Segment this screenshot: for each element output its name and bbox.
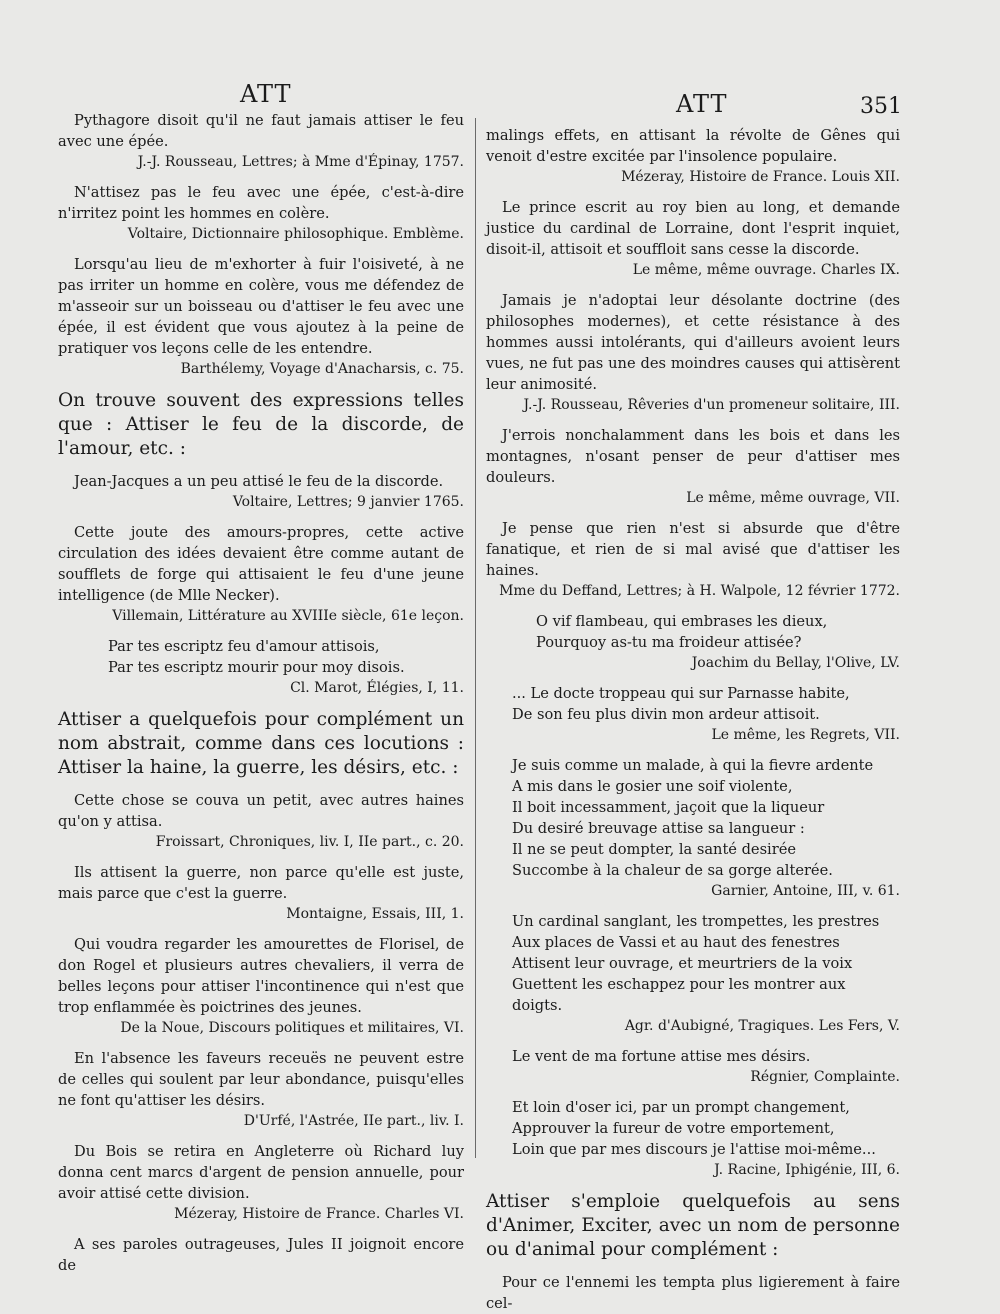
quotation: Lorsqu'au lieu de m'exhorter à fuir l'oisiveté, à ne pas irriter un homme en colère, vous me défendez de m'asseoir sur un boisseau ou d'attiser le feu avec une épée, il est évident que vous ajoutez à la peine de pratiquer vos leçons celle de les entendre. [58,256,464,357]
citation-source: Montaigne, Essais, III, 1. [286,906,464,922]
usage-heading: On trouve souvent des expressions telles que : Attiser le feu de la discorde, de l'amour, etc. : [58,390,464,459]
citation-source: Voltaire, Dictionnaire philosophique. Emblème. [127,226,464,242]
citation-source: Le même, les Regrets, VII. [711,727,900,743]
quotation: J'errois nonchalamment dans les bois et dans les montagnes, n'osant penser de peur d'attiser mes douleurs. [486,427,900,486]
citation-source: Voltaire, Lettres; 9 janvier 1765. [232,494,464,510]
verse-line: Succombe à la chaleur de sa gorge alterée. [512,862,833,879]
quotation: Qui voudra regarder les amourettes de Florisel, de don Rogel et plusieurs autres chevaliers, il verra de belles leçons pour attiser l'incontinence qui n'est que trop enflammée ès poictrines des jeunes. [58,936,464,1016]
quotation: A ses paroles outrageuses, Jules II joignoit encore de [58,1236,464,1274]
quotation: Cette chose se couva un petit, avec autres haines qu'on y attisa. [58,792,464,830]
quotation-continued: malings effets, en attisant la révolte de Gênes qui venoit d'estre excitée par l'insolence populaire. [486,127,900,165]
citation-source: Le même, même ouvrage, VII. [686,490,900,506]
usage-heading: Attiser a quelquefois pour complément un nom abstrait, comme dans ces locutions : Attiser la haine, la guerre, les désirs, etc. : [58,709,464,778]
left-running-head: ATT [240,80,292,108]
citation-source: Agr. d'Aubigné, Tragiques. Les Fers, V. [624,1018,900,1034]
verse-line: Attisent leur ouvrage, et meurtriers de la voix [512,955,853,972]
verse-block [486,683,900,725]
citation-source: D'Urfé, l'Astrée, IIe part., liv. I. [243,1113,464,1129]
citation-source: Cl. Marot, Élégies, I, 11. [290,680,464,696]
citation-source: Mme du Deffand, Lettres; à H. Walpole, 12 février 1772. [499,583,900,599]
citation-source: Mézeray, Histoire de France. Charles VI. [174,1206,464,1222]
citation-source: Régnier, Complainte. [750,1069,900,1085]
citation-source: Joachim du Bellay, l'Olive, LV. [691,655,900,671]
verse-line: Loin que par mes discours je l'attise moi-même... [512,1141,876,1158]
quotation: Jamais je n'adoptai leur désolante doctrine (des philosophes modernes), et cette résistance à des hommes aussi intolérants, qui d'ailleurs avoient leurs vues, ne fut pas une des moindres causes qui attisèrent leur animosité. [486,292,900,393]
verse-line: O vif flambeau, qui embrases les dieux, [536,613,828,630]
verse-line: Un cardinal sanglant, les trompettes, les prestres [512,913,880,930]
column-divider [475,118,476,1158]
citation-source: Barthélemy, Voyage d'Anacharsis, c. 75. [180,361,464,377]
quotation: Je pense que rien n'est si absurde que d'être fanatique, et rien de si mal avisé que d'attiser les haines. [486,520,900,579]
quotation: Pour ce l'ennemi les tempta plus ligierement à faire cel- [486,1274,900,1312]
quotation: Du Bois se retira en Angleterre où Richard luy donna cent marcs d'argent de pension annuelle, pour avoir attisé cette division. [58,1143,464,1202]
verse-line: Il boit incessamment, jaçoit que la liqueur [512,799,825,816]
verse-block [486,755,900,881]
left-column [58,110,464,1276]
citation-source: Froissart, Chroniques, liv. I, IIe part., c. 20. [155,834,464,850]
verse-line: A mis dans le gosier une soif violente, [512,778,793,795]
verse-line: Aux places de Vassi et au haut des fenestres [512,934,840,951]
verse-block [486,911,900,1016]
verse-line: De son feu plus divin mon ardeur attisoit. [512,706,820,723]
quotation: Ils attisent la guerre, non parce qu'elle est juste, mais parce que c'est la guerre. [58,864,464,902]
quotation: En l'absence les faveurs receuës ne peuvent estre de celles qui soulent par leur abondance, puisqu'elles ne font qu'attiser les désirs. [58,1050,464,1109]
citation-source: De la Noue, Discours politiques et militaires, VI. [120,1020,464,1036]
verse-block [486,611,900,653]
quotation: N'attisez pas le feu avec une épée, c'est-à-dire n'irritez point les hommes en colère. [58,184,464,222]
quotation: Pythagore disoit qu'il ne faut jamais attiser le feu avec une épée. [58,112,464,150]
verse-line: Par tes escriptz feu d'amour attisois, [108,638,380,655]
citation-source: J. Racine, Iphigénie, III, 6. [714,1162,900,1178]
verse-line: Et loin d'oser ici, par un prompt changement, [512,1099,850,1116]
citation-source: J.-J. Rousseau, Rêveries d'un promeneur solitaire, III. [523,397,900,413]
verse-block [58,636,464,678]
verse-line: Guettent les eschappez pour les montrer aux doigts. [512,976,846,1014]
citation-source: Le même, même ouvrage. Charles IX. [632,262,900,278]
quotation: Cette joute des amours-propres, cette active circulation des idées devaient être comme autant de soufflets de forge qui attisaient le feu d'une jeune intelligence (de Mlle Necker). [58,524,464,604]
citation-source: Garnier, Antoine, III, v. 61. [711,883,900,899]
verse-block [486,1097,900,1160]
citation-source: Villemain, Littérature au XVIIIe siècle, 61e leçon. [112,608,464,624]
quotation: Le prince escrit au roy bien au long, et demande justice du cardinal de Lorraine, dont l'esprit inquiet, disoit-il, attisoit et souffloit sans cesse la discorde. [486,199,900,258]
verse-line: Je suis comme un malade, à qui la fievre ardente [512,757,874,774]
right-running-head: ATT [676,90,728,118]
usage-heading: Attiser s'emploie quelquefois au sens d'Animer, Exciter, avec un nom de personne ou d'animal pour complément : [486,1191,900,1260]
verse-line: Par tes escriptz mourir pour moy disois. [108,659,405,676]
right-column [486,125,900,1314]
verse-line: Il ne se peut dompter, la santé desirée [512,841,796,858]
verse-block [486,1046,900,1067]
citation-source: Mézeray, Histoire de France. Louis XII. [621,169,900,185]
citation-source: J.-J. Rousseau, Lettres; à Mme d'Épinay, 1757. [137,154,464,170]
quotation: Jean-Jacques a un peu attisé le feu de la discorde. [74,473,444,490]
verse-line: Du desiré breuvage attise sa langueur : [512,820,805,837]
verse-line: Approuver la fureur de votre emportement, [512,1120,835,1137]
verse-line: Pourquoy as-tu ma froideur attisée? [536,634,802,651]
verse-line: Le vent de ma fortune attise mes désirs. [512,1048,811,1065]
verse-line: ... Le docte troppeau qui sur Parnasse habite, [512,685,850,702]
page-number: 351 [860,94,902,119]
